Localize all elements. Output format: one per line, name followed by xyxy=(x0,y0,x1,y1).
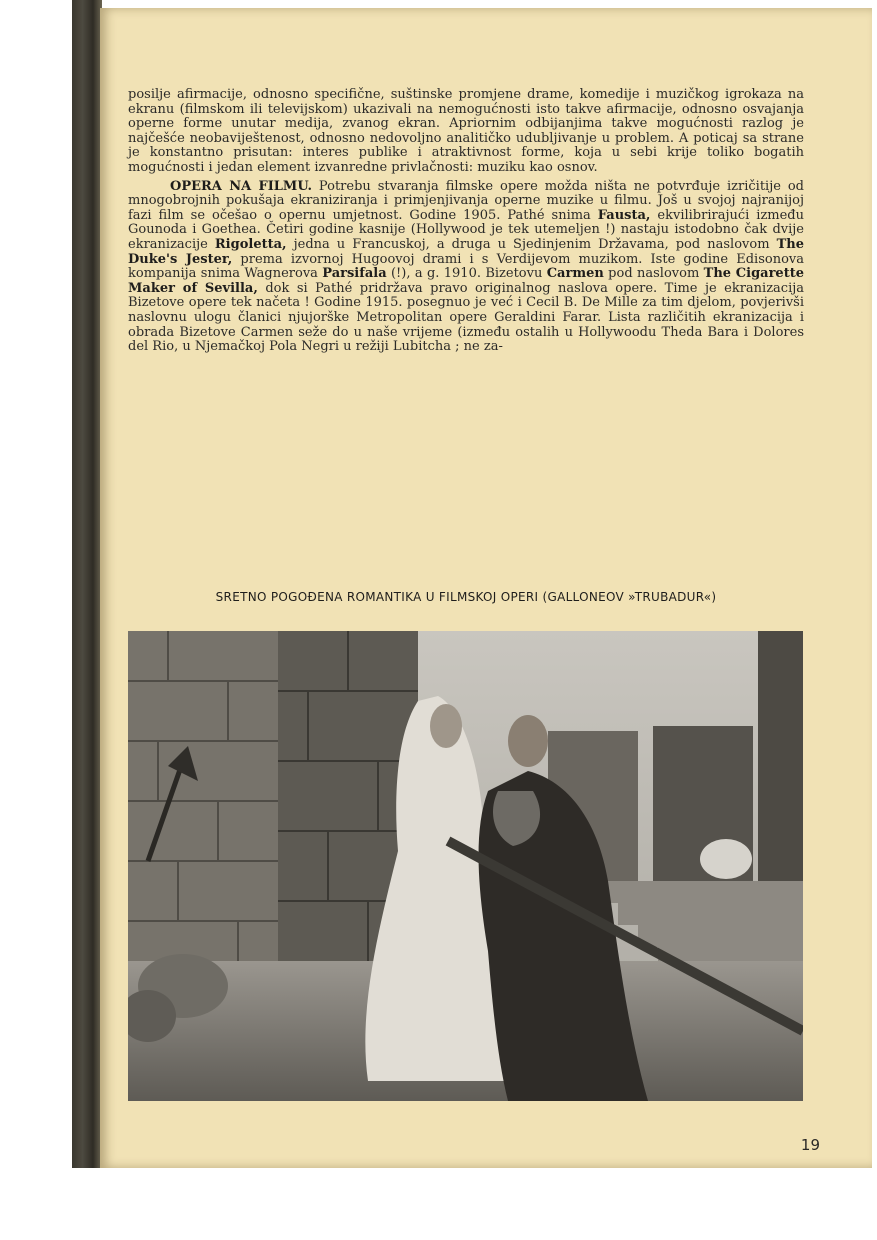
photo-caption: SRETNO POGOĐENA ROMANTIKA U FILMSKOJ OPERI (GALLONEOV »TRUBADUR«) xyxy=(215,590,717,604)
paragraph-2 xyxy=(128,180,804,355)
paragraph-1: posilje afirmacije, odnosno specifične, suštinske promjene drame, komedije i muzičkog igrokaza na ekranu (filmskom ili televijskom) ukazivali na nemogućnosti isto takve afirmacije, odnosno osvajanja operne forme unutar medija, zvanog ekran. Apriornim odbijanjima takve mogućnosti razlog je najčešće neobaviještenost, odnosno nedovoljno analitičko udubljivanje u problem. A poticaj sa strane je konstantno prisutan: interes publike i atraktivnost forme, koja u sebi krije toliko bogatih mogućnosti i jedan element izvanredne privlačnosti: muziku kao osnov. xyxy=(128,87,804,175)
text-run: prema izvornoj Hugoovoj drami i s Verdijevom muzikom. Iste godine Edisonova kompanija snima Wagnerova xyxy=(128,251,804,282)
text-run: ekvilibrirajući između Gounoda i Goethea. Četiri godine kasnije (Hollywood je tek utemeljen !) nastaju istodobno čak dvije ekranizacije xyxy=(128,207,805,252)
book-spine-shadow xyxy=(72,0,102,1168)
text-run: pod naslovom xyxy=(603,266,704,282)
bold-title-run: Carmen xyxy=(546,266,604,282)
bold-title-run: The Duke's Jester, xyxy=(128,236,804,267)
left-margin xyxy=(0,0,72,1240)
bold-title-run: Rigoletta, xyxy=(214,236,287,252)
page-number: 19 xyxy=(800,1136,820,1154)
bold-title-run: Parsifala xyxy=(322,266,387,282)
film-still-photo xyxy=(128,631,803,1101)
text-run: dok si Pathé pridržava pravo originalnog naslova opere. Time je ekranizacija Bizetove opere tek načeta ! Godine 1915. posegnuo je već i Cecil B. De Mille za tim djelom, povjerivši naslovnu ulogu članici njujorške Metropolitan opere Geraldini Farar. Lista različitih ekranizacija i obrada Bizetove Carmen seže do u naše vrijeme (između ostalih u Hollywoodu Theda Bara i Dolores del Rio, u Njemačkoj Pola Negri u režiji Lubitcha ; ne za- xyxy=(128,280,805,355)
article-body xyxy=(128,88,804,355)
paragraph-2-text xyxy=(128,179,804,355)
text-run: Potrebu stvaranja filmske opere možda ništa ne potvrđuje izričitije od mnogobrojnih pokušaja ekraniziranja i primjenjivanja operne muzike u filmu. Još u svojoj najranijoj fazi film se očešao o opernu umjetnost. Godine 1905. Pathé snima xyxy=(128,178,804,223)
text-run: jedna u Francuskoj, a druga u Sjedinjenim Državama, pod naslovom xyxy=(286,236,777,252)
bold-title-run: Fausta, xyxy=(597,207,651,223)
bold-title-run: The Cigarette Maker of Sevilla, xyxy=(128,266,804,296)
film-still-illustration xyxy=(128,631,803,1101)
text-run: (!), a g. 1910. Bizetovu xyxy=(386,266,547,282)
section-heading: OPERA NA FILMU. xyxy=(170,178,312,194)
